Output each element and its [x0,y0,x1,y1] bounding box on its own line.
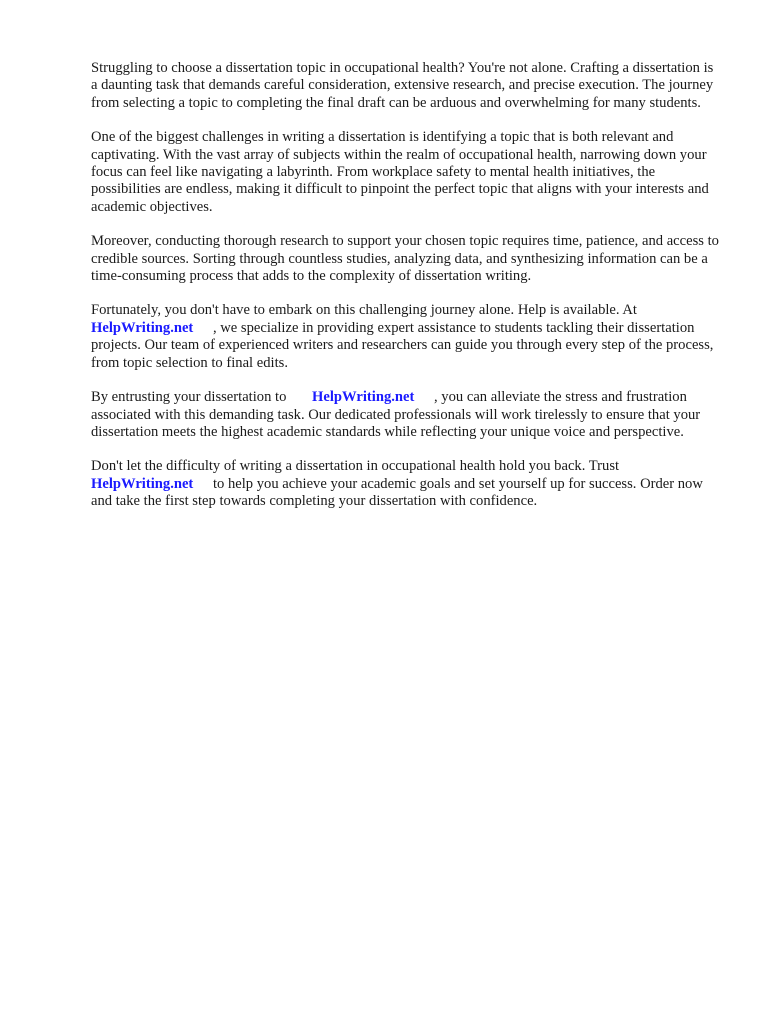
helpwriting-link-1[interactable]: HelpWriting.net [91,319,194,336]
paragraph-entrusting-after: , you can alleviate the stress and frustration associated with this demanding task. Our dedicated professionals will work tirelessly to ensure that your dissertation meets the highest academic standards while reflecting your unique voice and perspective. [91,389,701,440]
paragraph-challenges-text: One of the biggest challenges in writing a dissertation is identifying a topic that is both relevant and captivating. With the vast array of subjects within the realm of occupational health, narrowing down your focus can feel like navigating a labyrinth. From workplace safety to mental health initiatives, the possibilities are endless, making it difficult to pinpoint the perfect topic that aligns with your interests and academic objectives. [91,129,709,215]
paragraph-intro-text: Struggling to choose a dissertation topic in occupational health? You're not alone. Crafting a dissertation is a daunting task that demands careful consideration, extensive research, and precise execution. The journey from selecting a topic to completing the final draft can be arduous and overwhelming for many students. [91,60,714,111]
paragraph-help-available-before: Fortunately, you don't have to embark on this challenging journey alone. Help is available. At [91,302,637,319]
paragraph-entrusting-before: By entrusting your dissertation to [91,389,287,406]
paragraph-call-to-action-after: to help you achieve your academic goals and set yourself up for success. Order now and take the first step towards completing your dissertation with confidence. [91,475,703,510]
helpwriting-link-3[interactable]: HelpWriting.net [91,475,194,492]
paragraph-research-text: Moreover, conducting thorough research to support your chosen topic requires time, patience, and access to credible sources. Sorting through countless studies, analyzing data, and synthesizing information can be a time-consuming process that adds to the complexity of dissertation writing. [91,233,719,285]
paragraph-call-to-action-before: Don't let the difficulty of writing a dissertation in occupational health hold you back. Trust [91,458,620,475]
paragraph-help-available-after: , we specialize in providing expert assistance to students tackling their dissertation projects. Our team of experienced writers and researchers can guide you through every step of the process, from topic selection to final edits. [91,319,714,371]
paragraph-research [91,233,721,285]
paragraph-challenges [91,129,721,216]
paragraph-intro [91,60,721,112]
helpwriting-link-2[interactable]: HelpWriting.net [312,389,415,406]
paragraph-entrusting [91,389,721,441]
paragraph-help-available [91,302,721,372]
document-body [91,60,721,511]
paragraph-call-to-action [91,458,721,510]
